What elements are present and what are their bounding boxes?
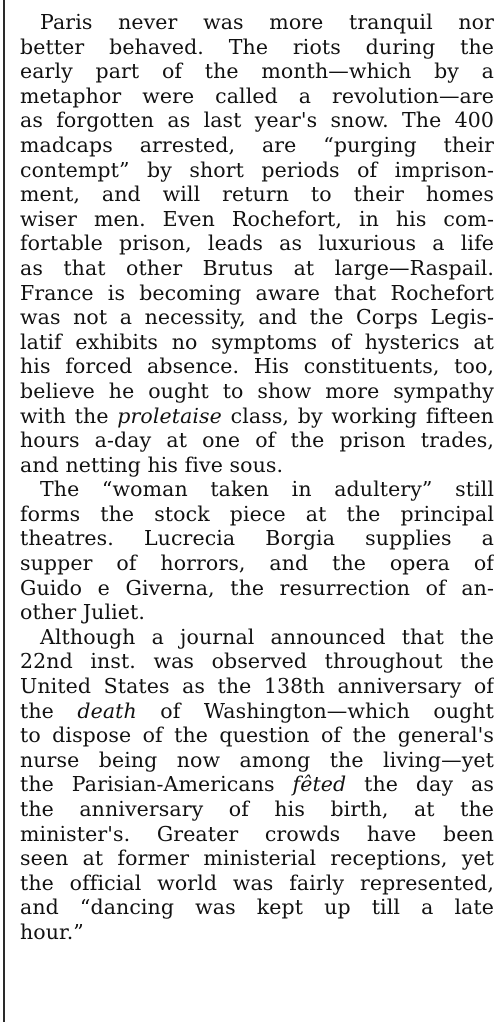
text-line: Although a journal announced that the [40,624,494,649]
text-run: the day as [346,772,494,797]
text-line: nurse being now among the living—yet [20,747,494,772]
text-line: the anniversary of his birth, at the [20,797,494,821]
text-line: hour.” [20,919,84,944]
text-line: theatres. Lucrecia Borgia supplies a [20,526,494,551]
italic-word: fêted [292,772,347,797]
text-run: the Parisian-Americans [20,772,293,797]
text-run: the [20,698,78,723]
text-line-with-italic [20,699,494,724]
text-line: madcaps arrested, are “purging their [20,132,494,157]
text-line: contempt” by short periods of imprison- [20,157,494,182]
text-line: ment, and will return to their homes [20,182,494,207]
text-line: other Juliet. [20,600,145,625]
text-line: seen at former ministerial receptions, yet [20,846,494,871]
text-line: as that other Brutus at large—Raspail. [20,255,494,280]
text-line: to dispose of the question of the general's [20,723,494,748]
text-run: of Washington—which ought [136,698,494,723]
text-line: metaphor were called a revolution—are [20,83,494,108]
paragraph-paris-tranquil [20,10,494,477]
text-line: forms the stock piece at the principal [20,501,494,526]
italic-word: proletaise [117,403,222,428]
text-line-with-italic [20,772,494,797]
text-line: wiser men. Even Rochefort, in his com- [20,206,494,231]
text-line: better behaved. The riots during the [20,34,494,59]
text-line: latif exhibits no symptoms of hysterics at [20,329,494,354]
text-line: 22nd inst. was observed throughout the [20,649,494,674]
article-column [20,10,494,945]
text-line: supper of horrors, and the opera of [20,551,494,576]
text-line: early part of the month—which by a [20,59,494,84]
text-line: and “dancing was kept up till a late [20,895,494,920]
column-rule [3,0,5,1022]
cropped-heading-fragment [0,0,504,2]
paragraph-theatres [20,477,494,625]
text-line: hours a-day at one of the prison trades, [20,428,494,453]
italic-word: death [77,698,137,723]
text-line: Paris never was more tranquil nor [40,10,494,34]
text-line: believe he ought to show more sympathy [20,378,494,403]
text-line: the official world was fairly represented, [20,870,494,895]
text-line: his forced absence. His constituents, too, [20,354,494,379]
text-line: Guido e Giverna, the resurrection of an- [20,575,494,600]
text-line: France is becoming aware that Rochefort [20,280,494,305]
text-run: with the [20,403,118,428]
text-line: minister's. Greater crowds have been [20,821,494,846]
text-line: and netting his five sous. [20,452,284,477]
text-line: United States as the 138th anniversary of [20,674,494,699]
text-line: as forgotten as last year's snow. The 400 [20,108,494,133]
text-line-with-italic [20,404,494,429]
text-line: was not a necessity, and the Corps Legis- [20,305,494,330]
paragraph-washington-anniversary [20,625,494,945]
text-run: class, by working fifteen [221,403,494,428]
text-line: The “woman taken in adultery” still [40,477,494,502]
text-line: fortable prison, leads as luxurious a life [20,231,494,256]
